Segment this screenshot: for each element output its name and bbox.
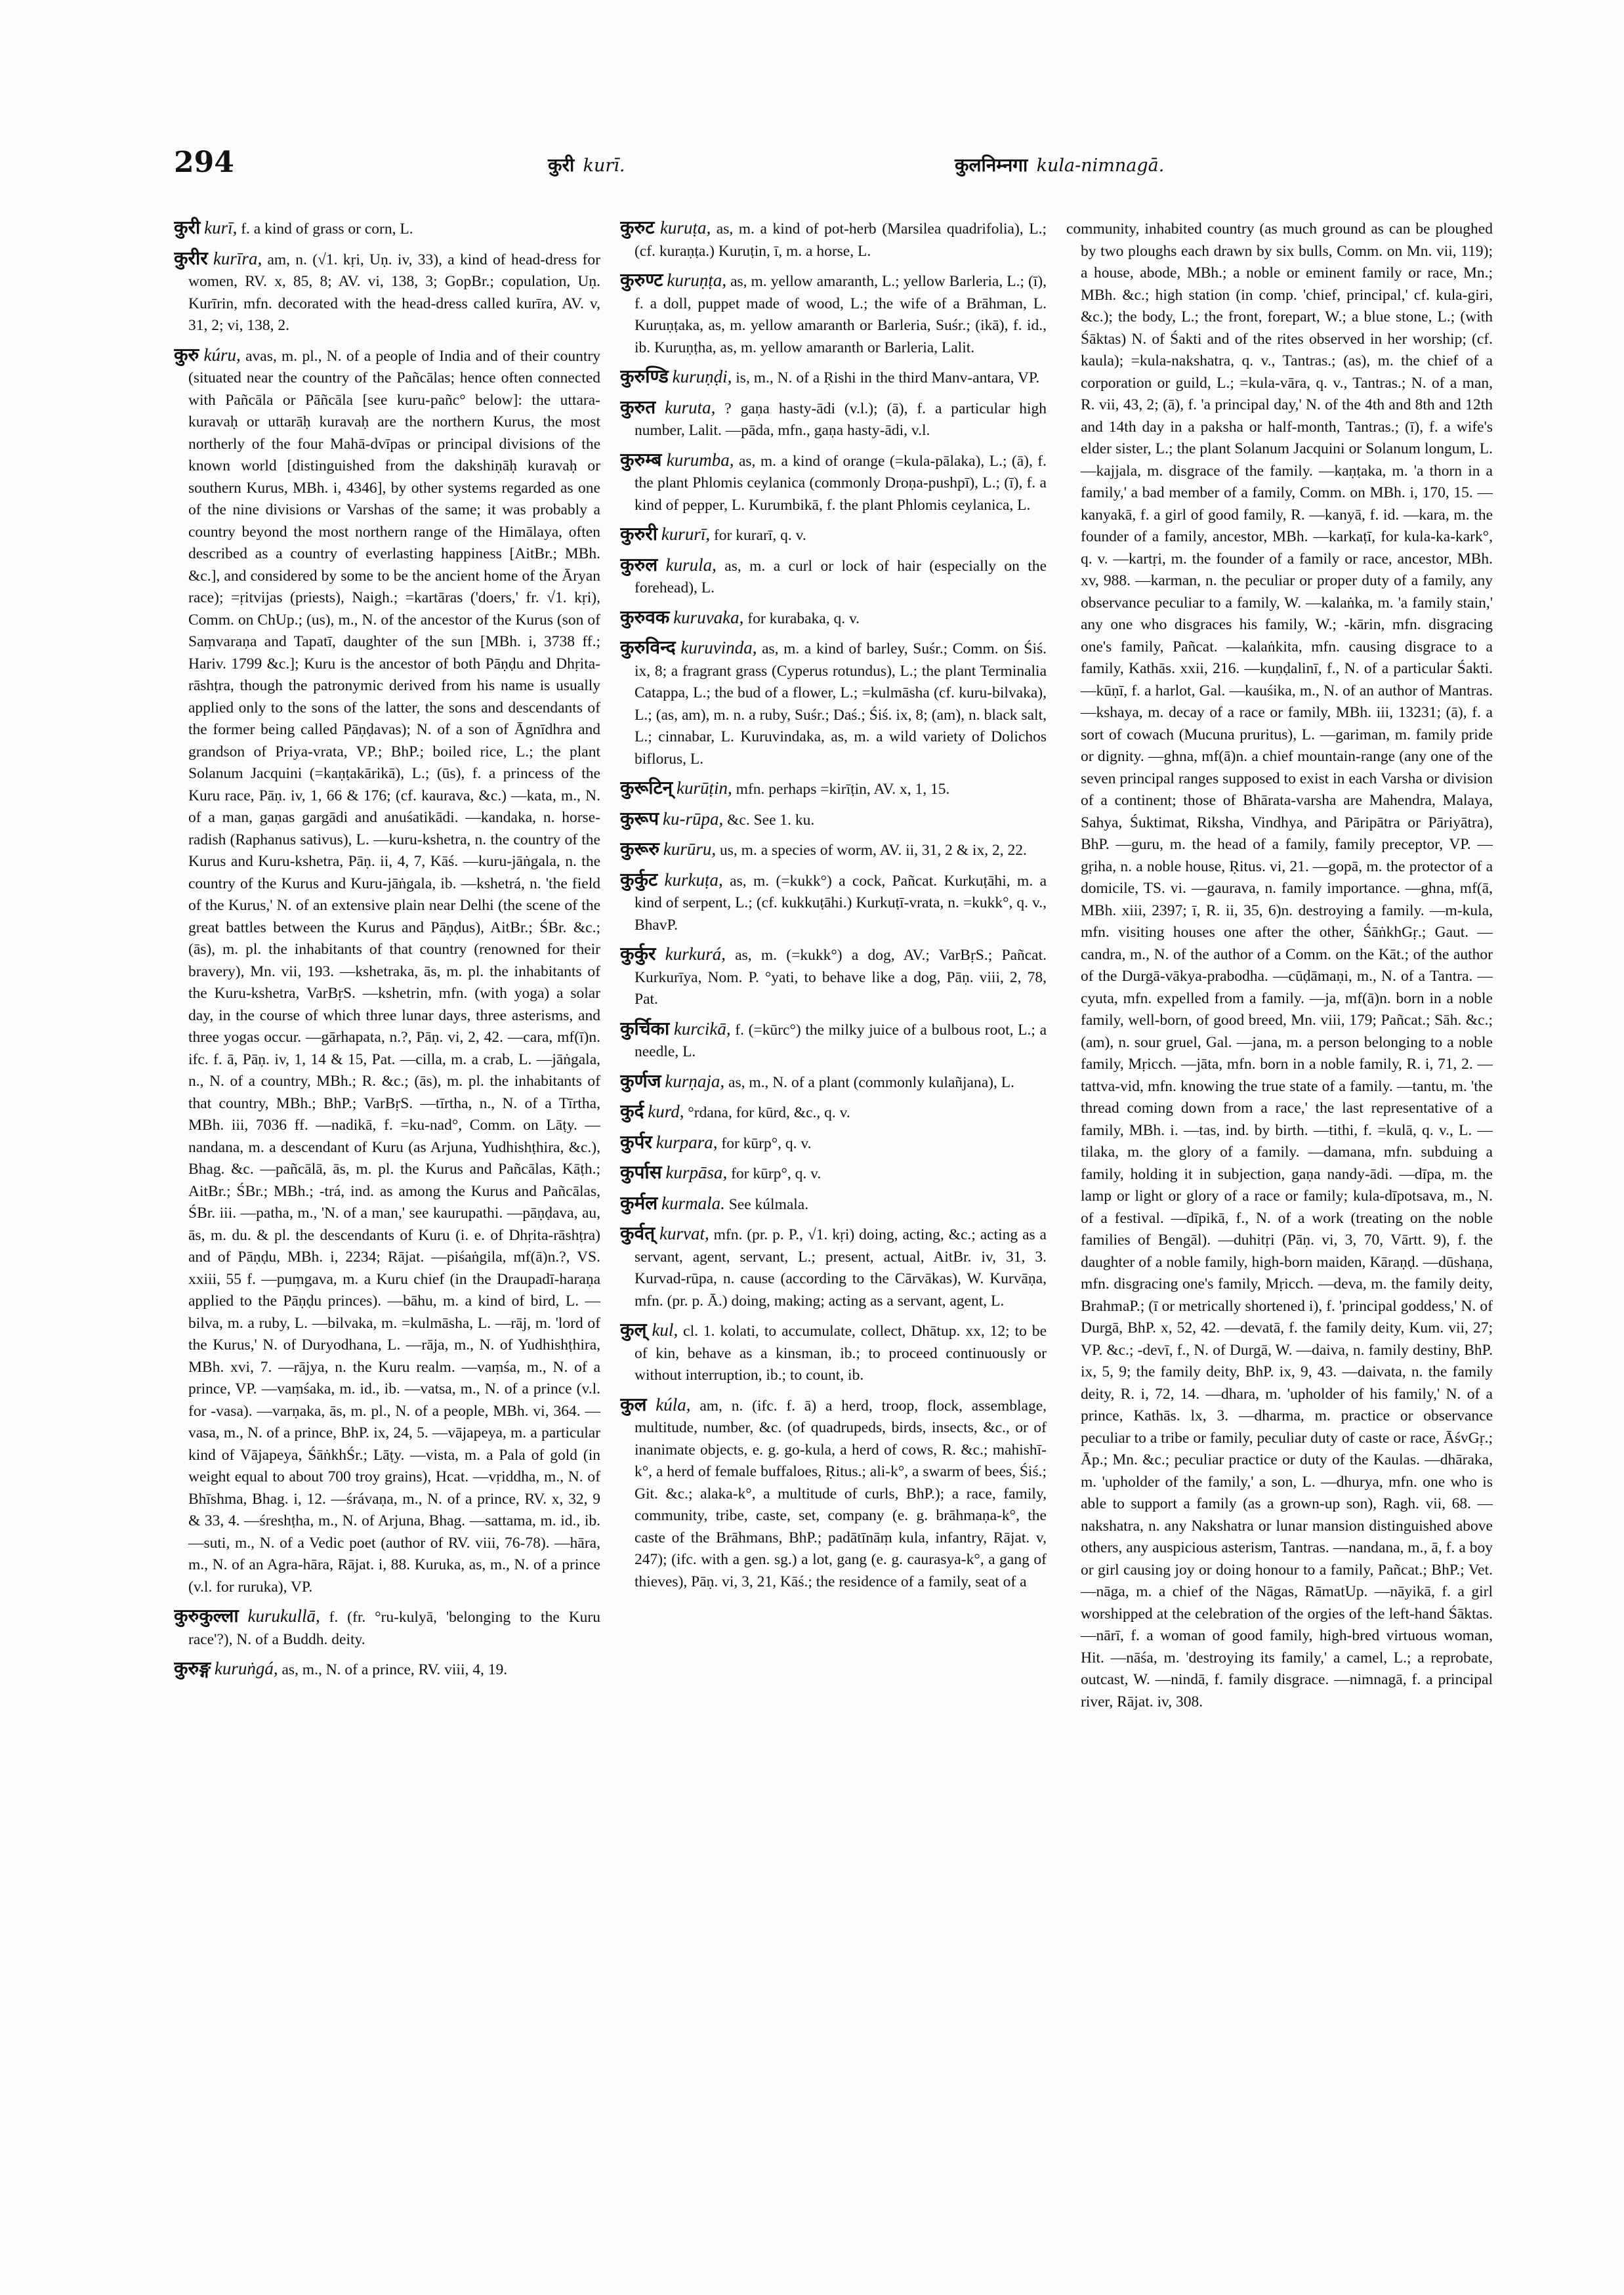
- left-running-head: [548, 146, 625, 178]
- dictionary-entry: [620, 777, 1047, 801]
- entry-headword: kurmala.: [661, 1193, 725, 1213]
- entry-headword: kurpāsa,: [665, 1163, 728, 1182]
- entry-devanagari: कुरुरी: [620, 523, 657, 545]
- entry-definition: as, m. a curl or lock of hair (especially on the forehead), L.: [635, 557, 1047, 596]
- column-2: [620, 217, 1047, 2198]
- entry-headword: kurumba,: [666, 449, 734, 470]
- entry-devanagari: कुर्णज: [620, 1069, 661, 1092]
- entry-devanagari: कुरुण्ट: [620, 269, 663, 291]
- dictionary-entry: [620, 869, 1047, 937]
- entry-devanagari: कुरीर: [174, 247, 208, 269]
- entry-headword: kurṇaja,: [665, 1071, 725, 1091]
- dictionary-entry: [620, 1100, 1047, 1125]
- entry-headword: kul,: [652, 1320, 678, 1340]
- entry-headword: kúru,: [203, 344, 241, 365]
- dictionary-entry: [174, 247, 600, 337]
- dictionary-entry: [620, 396, 1047, 442]
- entry-devanagari: कुरुवक: [620, 606, 670, 628]
- dictionary-entry: [620, 365, 1047, 390]
- entry-headword: kurūṭin,: [677, 778, 732, 798]
- entry-devanagari: कुरी: [174, 217, 201, 238]
- page-number: 294: [174, 146, 234, 179]
- dictionary-entry: [174, 1657, 600, 1682]
- entry-definition: as, m. yellow amaranth, L.; yellow Barleria, L.; (ī), f. a doll, puppet made of wood, L.; the wife of a Brāhman, L. Kuruṇṭaka, as, m. yellow amaranth or Barleria, Suśr.; (ikā), f. id., ib. Kuruṇṭha, as, m. yellow amaranth or Barleria, Lalit.: [635, 273, 1047, 356]
- entry-headword: kuruvinda,: [680, 638, 757, 657]
- entry-definition: for kūrp°, q. v.: [731, 1165, 822, 1182]
- dictionary-entry: [620, 808, 1047, 832]
- dictionary-entry: [620, 1222, 1047, 1312]
- entry-definition: for kurarī, q. v.: [713, 527, 806, 544]
- page-header: [174, 146, 1480, 192]
- entry-headword: kuruṅgá,: [214, 1659, 278, 1678]
- entry-definition: am, n. (√1. kṛi, Uṇ. iv, 33), a kind of head-dress for women, RV. x, 85, 8; AV. vi, 138, 3; GopBr.; copulation, Uṇ. Kurīrin, mfn. decorated with the head-dress called kurīra, AV. v, 31, 2; vi, 138, 2.: [188, 251, 600, 334]
- dictionary-entry: [620, 943, 1047, 1011]
- entry-definition: community, inhabited country (as much ground as can be ploughed by two ploughs each drawn by six bulls, Comm. on Mn. vii, 119); a house, abode, MBh.; a noble or eminent family or race, Mn.; MBh. &c.; high station (in comp. 'chief, principal,' cf. kula-giri, &c.); the body, L.; the front, forepart, W.; a blue stone, L.; (with Śāktas) N. of Śakti and of the rites observed in her worship; (cf. kaula); =kula-nakshatra, q. v., Tantras.; (as), m. the chief of a corporation or guild, L.; =kula-vāra, q. v., Tantras.; N. of a man, R. vii, 43, 2; (ā), f. 'a principal day,' N. of the 4th and 8th and 12th and 14th day in a paksha or half-month, Tantras.; (ī), f. a wife's elder sister, L.; the plant Solanum Jacquini or Solanum longum, L. —kajjala, m. disgrace of the family. —kaṇṭaka, m. 'a thorn in a family,' a bad member of a family, Comm. on MBh. i, 170, 15. —kanyakā, f. a girl of good family, R. —kanyā, f. id. —kara, m. the founder of a family, ancestor, MBh. —karkaṭī, for kula-ka-kark°, q. v. —kartṛi, m. the founder of a family or race, ancestor, MBh. xv, 988. —karman, n. the peculiar or proper duty of a family, any observance peculiar to a family, W. —kalaṅka, m. 'a family stain,' any one who disgraces his family, W.; -kārin, mfn. disgracing one's family, Pañcat. —kalaṅkita, mfn. causing disgrace to a family, Kathās. xxii, 216. —kuṇḍalinī, f., N. of a particular Śakti. —kūṇī, f. a harlot, Gal. —kauśika, m., N. of an author of Mantras. —kshaya, m. decay of a race or family, MBh. iii, 13231; (ā), f. a sort of cowach (Mucuna pruritus), L. —gariman, m. family pride or dignity. —ghna, mf(ā)n. a chief mountain-range (any one of the seven principal ranges supposed to exist in each Varsha or division of a continent; those of Bhārata-varsha are Mahendra, Malaya, Sahya, Śuktimat, Riksha, Vindhya, and Pāripātra or Pāriyātra), BhP. —guru, m. the head of a family, family preceptor, VP. —gṛiha, n. a noble house, Ṛitus. vi, 21. —gopā, m. the protector of a domicile, TS. vi. —gaurava, n. family importance. —ghna, mf(ā, MBh. xiii, 2397; ī, R. ii, 35, 6)n. destroying a family. —m-kula, mfn. visiting houses one after the other, ŚāṅkhGṛ.; Gaut. —candra, m., N. of the author of a Comm. on the Kāt.; of the author of the Durgā-vākya-prabodha. —cūḍāmaṇi, m., N. of a Tantra. —cyuta, mfn. expelled from a family. —ja, mf(ā)n. born in a noble family, well-born, of good breed, Mn. viii, 179; Pañcat.; Sāh. &c.; (am), n. sour gruel, Gal. —jana, m. a person belonging to a noble family, Mṛicch. —jāta, mfn. born in a noble family, R. i, 71, 2. —tattva-vid, mfn. knowing the true state of a family. —tantu, m. 'the thread coming down from a race,' the last representative of a family, MBh. i. —tas, ind. by birth. —tithi, f. =kulā, q. v., L. —tilaka, m. the glory of a family. —damana, mfn. subduing a family, holding it in subjection, gaṇa nandy-ādi. —dīpa, m. the lamp or light or glory of a race or family; kula-dīpotsava, m., N. of a festival. —dīpikā, f., N. of a work (treating on the noble families of Bengāl). —duhitṛi (Pāṇ. vi, 3, 70, Vārtt. 9), f. the daughter of a noble family, high-born maiden, Kāraṇḍ. —dūshaṇa, mfn. disgracing one's family, Mṛicch. —deva, m. the family deity, BrahmaP.; (ī or metrically shortened i), f. 'principal goddess,' N. of Durgā, BhP. x, 52, 42. —devatā, f. the family deity, Kum. vii, 27; VP. &c.; -devī, f., N. of Durgā, W. —daiva, n. family destiny, BhP. ix, 5, 9; the family deity, BhP. ix, 9, 43. —daivata, n. the family deity, R. i, 72, 14. —dhara, m. 'upholder of his family,' N. of a prince, Kathās. lx, 3. —dharma, m. practice or observance peculiar to a tribe or family, peculiar duty of caste or race, ĀśvGṛ.; Āp.; Mn. &c.; peculiar practice or duty of the Kaulas. —dhāraka, m. 'upholder of the family,' a son, L. —dhurya, mfn. one who is able to support a family (as a grown-up son), Ragh. vii, 68. —nakshatra, n. any Nakshatra or lunar mansion distinguished above others, any auspicious asterism, Tantras. —nandana, m., ā, f. a boy or girl causing joy or doing honour to a family, Pañcat.; BhP.; Vet. —nāga, m. a chief of the Nāgas, RāmatUp. —nāyikā, f. a girl worshipped at the celebration of the orgies of the left-hand Śāktas. —nārī, f. a woman of good family, high-bred virtuous woman, Hit. —nāśa, m. 'destroying its family,' a camel, L.; a reprobate, outcast, W. —nindā, f. family disgrace. —nimnagā, f. a principal river, Rājat. iv, 308.: [1066, 220, 1493, 1710]
- entry-headword: ku-rūpa,: [663, 808, 724, 829]
- entry-devanagari: कुर्द: [620, 1100, 644, 1122]
- entry-devanagari: कुल्: [620, 1319, 647, 1340]
- entry-headword: kuruvaka,: [673, 607, 744, 627]
- entry-headword: kuruta,: [665, 397, 716, 417]
- dictionary-entry: [620, 1192, 1047, 1216]
- entry-devanagari: कुरूरु: [620, 838, 660, 859]
- entry-definition: as, m., N. of a plant (commonly kulañjana), L.: [728, 1073, 1014, 1091]
- column-1: [174, 217, 600, 2198]
- dictionary-entry: [620, 636, 1047, 770]
- dictionary-entry: [620, 838, 1047, 862]
- entry-headword: kurī,: [204, 218, 238, 238]
- entry-definition: am, n. (ifc. f. ā) a herd, troop, flock, assemblage, multitude, number, &c. (of quadrupeds, birds, insects, &c., or of inanimate objects, e. g. go-kula, a herd of cows, R. &c.; mahishī-k°, a herd of female buffaloes, Ṛitus.; ali-k°, a swarm of bees, Śiś.; Git. &c.; alaka-k°, a multitude of curls, BhP.); a race, family, community, tribe, caste, set, company (e. g. brāhmaṇa-k°, the caste of the Brāhmans, BhP.; padātīnāṃ kula, infantry, Rājat. v, 247); (ifc. with a gen. sg.) a lot, gang (e. g. caurasya-k°, a gang of thieves), Pāṇ. vi, 3, 21, Kāś.; the residence of a family, seat of a: [635, 1397, 1047, 1590]
- entry-headword: kurpara,: [656, 1132, 718, 1152]
- entry-devanagari: कुरुकुल्ला: [174, 1605, 239, 1626]
- column-3: [1066, 217, 1493, 2198]
- entry-devanagari: कुरूटिन्: [620, 777, 673, 798]
- entry-devanagari: कुरूप: [620, 807, 659, 829]
- dictionary-entry: [620, 1070, 1047, 1094]
- dictionary-entry: [620, 1131, 1047, 1155]
- entry-headword: kurvat,: [659, 1224, 709, 1243]
- dictionary-entry: [620, 554, 1047, 600]
- entry-definition: f. (fr. °ru-kulyā, 'belonging to the Kuru race'?), N. of a Buddh. deity.: [188, 1609, 600, 1648]
- entry-headword: kurkurá,: [665, 944, 726, 964]
- entry-definition: avas, m. pl., N. of a people of India and of their country (situated near the country of the Pañcālas; hence often connected with Pañcāla or Pāñcāla [see kuru-pañc° below]: the uttara-kuravaḥ or uttarāḥ kuravaḥ are the northern Kurus, the most northerly of the four Mahā-dvīpas or principal divisions of the known world [distinguished from the dakshiṇāḥ kuravaḥ or southern Kurus, MBh. i, 4346], by other systems regarded as one of the nine divisions or Varshas of the same; it was probably a country beyond the most northern range of the Himālaya, often described as a country of everlasting happiness [AitBr.; MBh. &c.], and considered by some to be the ancient home of the Āryan race); =ṛitvijas (priests), Naigh.; =kartāras ('doers,' fr. √1. kṛi), Comm. on ChUp.; (us), m., N. of the ancestor of the Kurus (son of Saṃvaraṇa and Tapatī, daughter of the sun [MBh. i, 3738 ff.; Hariv. 1799 &c.]; Kuru is the ancestor of both Pāṇḍu and Dhṛita-rāshṭra, though the patronymic derived from his name is usually applied only to the sons of the latter, the sons and descendants of the former being called Pāṇḍavas); N. of a son of Āgnīdhra and grandson of Priya-vrata, VP.; BhP.; boiled rice, L.; the plant Solanum Jacquini (=kaṇṭakārikā), L.; (ūs), f. a princess of the Kuru race, Pāṇ. iv, 1, 66 & 176; (cf. kaurava, &c.) —kata, m., N. of a man, gaṇas gargādi and anuśatikādi. —kandaka, n. horse-radish (Raphanus sativus), L. —kuru-kshetra, n. the country of the Kurus and Kuru-kshetra, Pāṇ. ii, 4, 7, Kāś. —kuru-jāṅgala, n. the country of the Kurus and Kuru-jāṅgala, ib. —kshetrá, n. 'the field of the Kurus,' N. of an extensive plain near Delhi (the scene of the great battles between the Kurus and Pāṇḍus), AitBr.; ŚBr. &c.; (ās), m. pl. the inhabitants of that country (renowned for their bravery), Mn. vii, 193. —kshetraka, ās, m. pl. the inhabitants of the Kuru-kshetra, VarBṛS. —kshetrin, mfn. (with yoga) a solar day, in the course of which three lunar days, three asterisms, and three yogas occur. —gārhapata, n.?, Pāṇ. vi, 2, 42. —cara, mf(ī)n. ifc. f. ā, Pāṇ. iv, 1, 14 & 15, Pat. —cilla, m. a crab, L. —jāṅgala, n., N. of a country, MBh.; R. &c.; (ās), m. pl. the inhabitants of that country, MBh.; BhP.; VarBṛS. —tīrtha, n., N. of a Tīrtha, MBh. iii, 7036 ff. —nadikā, f. =ku-nad°, Comm. on Lāṭy. —nandana, m. a descendant of Kuru (as Arjuna, Yudhishṭhira, &c.), Bhag. &c. —pañcālā, ās, m. pl. the Kurus and Pañcālas, Kāṭh.; AitBr.; ŚBr.; MBh.; -trá, ind. as among the Kurus and Pañcālas, ŚBr. iii. —patha, m., 'N. of a man,' see kaurupathi. —pāṇḍava, au, ās, m. du. & pl. the descendants of Kuru (i. e. of Dhṛita-rāshṭra) and of Pāṇḍu, MBh. i, 2234; Rājat. —piśaṅgila, mf(ā)n.?, VS. xxiii, 55 f. —puṃgava, m. a Kuru chief (in the Draupadī-haraṇa applied to the Pāṇḍu princes). —bāhu, m. a kind of bird, L. —bilva, m. a ruby, L. —bilvaka, m. =kulmāsha, L. —rāj, m. 'lord of the Kurus,' N. of Duryodhana, L. —rāja, m., N. of Yudhishṭhira, MBh. xvi, 7. —rājya, n. the Kuru realm. —vaṃśa, m., N. of a prince, VP. —vaṃśaka, m. id., ib. —vatsa, m., N. of a prince (v.l. for -vasa). —varṇaka, ās, m. pl., N. of a people, MBh. vi, 364. —vasa, m., N. of a prince, BhP. ix, 24, 5. —vājapeya, m. a particular kind of Vājapeya, ŚāṅkhŚr.; Lāṭy. —vista, m. a Pala of gold (in weight equal to about 700 troy grains), Hcat. —vṛiddha, m., N. of Bhīshma, Bhag. i, 12. —śrávaṇa, m., N. of a prince, RV. x, 32, 9 & 33, 4. —śreshṭha, m., N. of Arjuna, Bhag. —sattama, m. id., ib. —suti, m., N. of a Vedic poet (author of RV. viii, 76-78). —hāra, m., N. of an Agra-hāra, Rājat. i, 88. Kuruka, as, m., N. of a prince (v.l. for ruruka), VP.: [188, 347, 600, 1596]
- entry-devanagari: कुर्पास: [620, 1161, 662, 1183]
- dictionary-entry: [620, 523, 1047, 547]
- entry-definition: as, m. a kind of barley, Suśr.; Comm. on Śiś. ix, 8; a fragrant grass (Cyperus rotundus), L.; the plant Terminalia Catappa, L.; the bud of a flower, L.; =kulmāsha (cf. kuru-bilvaka), L.; (as, am), m. n. a ruby, Suśr.; Daś.; Śiś. ix, 8; (am), n. black salt, L.; cinnabar, L. Kuruvindaka, as, m. a wild variety of Dolichos biflorus, L.: [635, 640, 1047, 768]
- entry-devanagari: कुर्कुट: [620, 868, 658, 890]
- entry-headword: kururī,: [661, 524, 711, 544]
- dictionary-entry: [174, 217, 600, 241]
- entry-definition: See kúlmala.: [728, 1195, 809, 1213]
- entry-definition: for kūrp°, q. v.: [721, 1134, 812, 1152]
- dictionary-entry: [174, 1605, 600, 1651]
- dictionary-entry: [620, 1018, 1047, 1064]
- entry-devanagari: कुरुविन्द: [620, 636, 676, 658]
- entry-devanagari: कुरुङ्ग: [174, 1657, 211, 1679]
- entry-devanagari: कुरुम्ब: [620, 448, 662, 470]
- entry-devanagari: कुरुण्डि: [620, 365, 669, 387]
- right-running-head: [955, 146, 1164, 178]
- entry-headword: kuruṇṭa,: [667, 270, 727, 290]
- entry-definition: us, m. a species of worm, AV. ii, 31, 2 & ix, 2, 22.: [720, 842, 1027, 859]
- entry-headword: kurcikā,: [673, 1018, 731, 1039]
- entry-headword: kurukullā,: [247, 1606, 320, 1626]
- entry-definition: mfn. perhaps =kirīṭin, AV. x, 1, 15.: [736, 781, 950, 798]
- entry-definition: &c. See 1. ku.: [727, 811, 815, 829]
- dictionary-entry: [620, 1161, 1047, 1186]
- dictionary-entry: [620, 269, 1047, 359]
- entry-devanagari: कुरुट: [620, 217, 655, 238]
- right-running-head-translit: kula-nimnagā.: [1036, 155, 1165, 176]
- entry-devanagari: कुर्चिका: [620, 1017, 670, 1039]
- dictionary-entry: [620, 1319, 1047, 1387]
- entry-devanagari: कुर्कुर: [620, 943, 656, 964]
- entry-headword: kuruṇḍi,: [672, 367, 732, 386]
- entry-definition: as, m. a kind of pot-herb (Marsilea quadrifolia), L.; (cf. kuraṇṭa.) Kuruṭin, ī, m. a horse, L.: [635, 220, 1047, 260]
- entry-devanagari: कुरु: [174, 343, 199, 365]
- entry-definition: as, m. (=kukk°) a dog, AV.; VarBṛS.; Pañcat. Kurkurīya, Nom. P. °yati, to behave like a dog, Pāṇ. viii, 2, 78, Pat.: [635, 947, 1047, 1008]
- entry-headword: kurd,: [648, 1102, 684, 1121]
- entry-headword: kurūru,: [663, 839, 717, 859]
- entry-definition: is, m., N. of a Ṛishi in the third Manv-antara, VP.: [736, 369, 1040, 386]
- entry-headword: kuruṭa,: [659, 218, 711, 238]
- dictionary-entry: [620, 1394, 1047, 1594]
- dictionary-entry: [620, 606, 1047, 631]
- left-running-head-devanagari: कुरी: [548, 154, 575, 176]
- entry-headword: kurkuṭa,: [664, 869, 723, 890]
- entry-headword: kurula,: [665, 554, 717, 575]
- entry-definition: for kurabaka, q. v.: [747, 610, 860, 627]
- dictionary-entry: [620, 449, 1047, 517]
- entry-definition: as, m. a kind of orange (=kula-pālaka), L.; (ā), f. the plant Phlomis ceylanica (commonly Droṇa-pushpī), L.; (ī), f. a kind of pepper, L. Kurumbikā, f. the plant Phlomis ceylanica, L.: [635, 452, 1047, 514]
- entry-definition: ? gaṇa hasty-ādi (v.l.); (ā), f. a particular high number, Lalit. —pāda, mfn., gaṇa hasty-ādi, v.l.: [635, 400, 1047, 439]
- entry-definition: as, m. (=kukk°) a cock, Pañcat. Kurkuṭāhi, m. a kind of serpent, L.; (cf. kukkuṭāhi.) Kurkuṭī-vrata, n. =kukk°, q. v., BhavP.: [635, 872, 1047, 934]
- entry-definition: °rdana, for kūrd, &c., q. v.: [688, 1104, 850, 1121]
- dictionary-entry: [620, 217, 1047, 262]
- dictionary-entry: [1066, 217, 1493, 1713]
- entry-definition: mfn. (pr. p. P., √1. kṛi) doing, acting, &c.; acting as a servant, agent, servant, L.; present, actual, AitBr. iv, 31, 3. Kurvad-rūpa, n. cause (according to the Cārvākas), W. Kurvāṇa, mfn. (pr. p. Ā.) doing, making; acting as a servant, agent, L.: [635, 1226, 1047, 1310]
- left-running-head-translit: kurī.: [583, 155, 625, 176]
- entry-definition: cl. 1. kolati, to accumulate, collect, Dhātup. xx, 12; to be of kin, behave as a kinsman, ib.; to proceed continuously or without interruption, ib.; to count, ib.: [635, 1323, 1047, 1384]
- entry-headword: kurīra,: [213, 248, 262, 268]
- dictionary-entry: [174, 344, 600, 1599]
- entry-devanagari: कुरुत: [620, 396, 656, 418]
- entry-headword: kúla,: [656, 1394, 691, 1415]
- entry-definition: f. (=kūrc°) the milky juice of a bulbous root, L.; a needle, L.: [635, 1021, 1047, 1060]
- entry-definition: as, m., N. of a prince, RV. viii, 4, 19.: [281, 1661, 508, 1678]
- entry-devanagari: कुल: [620, 1393, 647, 1415]
- entry-devanagari: कुर्वत्: [620, 1222, 656, 1244]
- entry-devanagari: कुरुल: [620, 553, 658, 575]
- entry-devanagari: कुर्पर: [620, 1130, 652, 1153]
- entry-definition: f. a kind of grass or corn, L.: [241, 220, 413, 238]
- entry-devanagari: कुर्मल: [620, 1191, 658, 1214]
- right-running-head-devanagari: कुलनिम्नगा: [955, 154, 1028, 176]
